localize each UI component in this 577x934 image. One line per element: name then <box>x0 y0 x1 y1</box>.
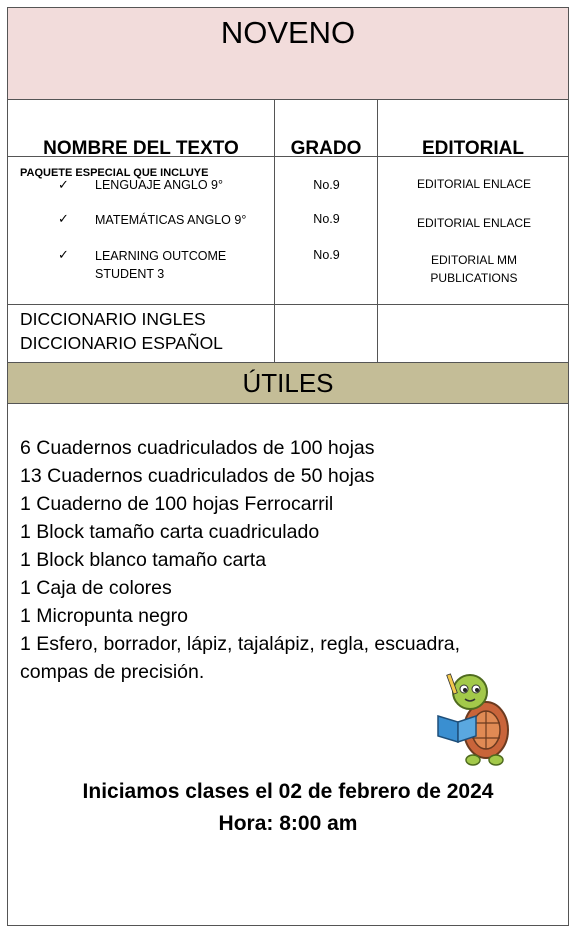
package-label: PAQUETE ESPECIAL QUE INCLUYE <box>20 167 209 179</box>
list-item: 1 Esfero, borrador, lápiz, tajalápiz, regla, escuadra, <box>20 633 461 655</box>
list-item: 13 Cuadernos cuadriculados de 50 hojas <box>20 465 375 487</box>
class-time-text: Hora: 8:00 am <box>218 812 358 835</box>
book-editorial: EDITORIAL ENLACE <box>416 177 532 191</box>
supply-list-sheet <box>7 7 569 926</box>
check-icon: ✓ <box>58 211 69 226</box>
header-grado: GRADO <box>290 138 362 159</box>
utiles-title: ÚTILES <box>242 368 334 398</box>
grade-title-band <box>8 8 568 100</box>
dictionary-english: DICCIONARIO INGLES <box>20 309 206 329</box>
classes-start-text: Iniciamos clases el 02 de febrero de 2024 <box>82 780 494 803</box>
list-item: compas de precisión. <box>20 661 205 683</box>
check-icon: ✓ <box>58 177 69 192</box>
list-item: 6 Cuadernos cuadriculados de 100 hojas <box>20 437 375 459</box>
list-item: 1 Caja de colores <box>20 577 172 599</box>
book-grade: No.9 <box>313 212 340 226</box>
book-editorial: EDITORIAL MM PUBLICATIONS <box>430 253 518 285</box>
table-row-rule <box>8 304 568 305</box>
list-item: 1 Micropunta negro <box>20 605 189 627</box>
book-editorial: EDITORIAL ENLACE <box>416 216 532 230</box>
list-item: 1 Block tamaño carta cuadriculado <box>20 521 320 543</box>
list-item: 1 Block blanco tamaño carta <box>20 549 267 571</box>
header-nombre-texto: NOMBRE DEL TEXTO <box>43 138 239 159</box>
reading-turtle-icon <box>428 668 518 778</box>
book-name: MATEMÁTICAS ANGLO 9° <box>95 213 247 227</box>
list-item: 1 Cuaderno de 100 hojas Ferrocarril <box>20 493 334 515</box>
book-grade: No.9 <box>313 178 340 192</box>
book-name: LENGUAJE ANGLO 9° <box>95 178 223 192</box>
supplies-list <box>20 434 540 686</box>
grade-title: NOVENO <box>220 15 356 50</box>
book-name: LEARNING OUTCOME STUDENT 3 <box>95 249 227 281</box>
book-grade: No.9 <box>313 248 340 262</box>
header-editorial: EDITORIAL <box>421 138 525 159</box>
utiles-title-band <box>8 362 568 404</box>
dictionary-spanish: DICCIONARIO ESPAÑOL <box>20 333 223 353</box>
check-icon: ✓ <box>58 247 69 262</box>
